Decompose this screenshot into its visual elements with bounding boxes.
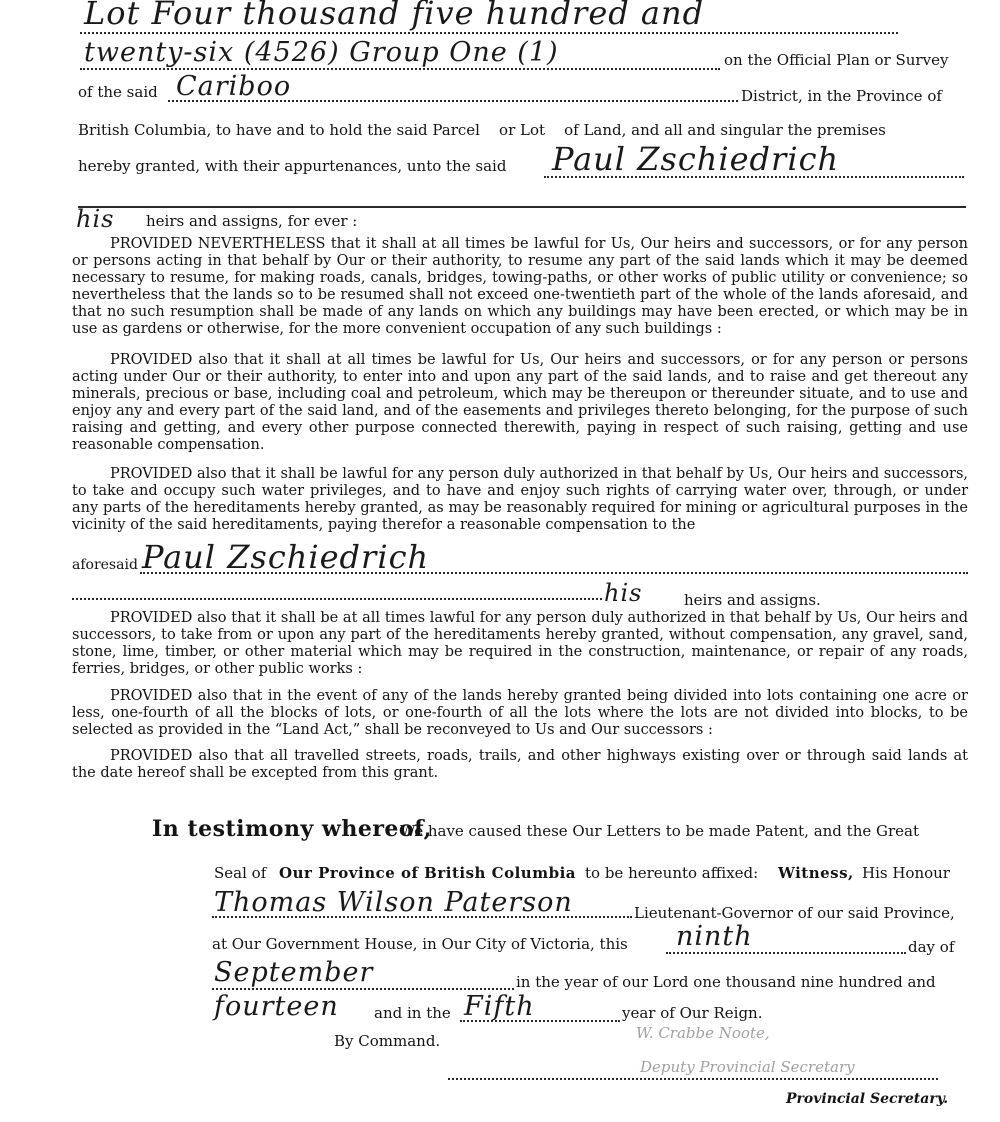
aforesaid-text: aforesaid (72, 557, 138, 573)
his-honour-text: His Honour (862, 864, 950, 882)
in-testimony-heading: In testimony whereof, (152, 816, 432, 842)
deputy-stamp-title: Deputy Provincial Secretary (640, 1058, 855, 1076)
proviso-water: PROVIDED also that it shall be lawful for any person duly authorized in that behalf by Us, Our heirs and successors, to take and occupy such water privileges, and to have and enjoy such rights of carrying water over, through, or under any parts of the hereditaments hereby granted, as may be reasonably required for mining or agricultural purposes in the vicinity of the said hereditaments, paying therefor a reasonable compensation to the (72, 466, 968, 533)
blank-line (140, 572, 968, 574)
proviso-resumption: PROVIDED NEVERTHELESS that it shall at all times be lawful for Us, Our heirs and successors, or for any person or persons acting in that behalf by Our or their authority, to resume any part of the said lands which it may be deemed necessary to resume, for making roads, canals, bridges, towing-paths, or other works of public utility or convenience; so nevertheless that the lands so to be resumed shall not exceed one-twentieth part of the whole of the lands aforesaid, and that no such resumption shall be made of any lands on which any buildings may have been erected, or which may be in use as gardens or otherwise, for the more convenient occupation of any such buildings : (72, 236, 968, 337)
blank-line (212, 988, 514, 990)
blank-line (168, 100, 738, 102)
of-the-said-text: of the said (78, 83, 158, 101)
affixed-text: to be hereunto affixed: (585, 864, 759, 882)
proviso-materials: PROVIDED also that it shall be at all times lawful for any person duly authorized in that behalf by Us, Our heirs and successors, to take from or upon any part of the hereditaments hereby granted, without compensation, any gravel, sand, stone, lime, timber, or other material which may be required in the construction, maintenance, or repair of any roads, ferries, bridges, or other public works : (72, 610, 968, 677)
lot-handwritten-line-1: Lot Four thousand five hundred and (84, 0, 705, 32)
and-in-the-text: and in the (374, 1004, 451, 1022)
proviso-minerals: PROVIDED also that it shall at all times be lawful for Us, Our heirs and successors, or for any person or persons acting under Our or their authority, to enter into and upon any part of the said lands, and to raise and get thereout any minerals, precious or base, including coal and petroleum, which may be thereupon or thereunder situate, and to use and enjoy any and every part of the said land, and of the easements and privileges thereto belonging, for the purpose of such raising and getting, and every other purpose connected therewith, paying in respect of such raising, getting and use reasonable compensation. (72, 352, 968, 453)
by-command-text: By Command. (334, 1032, 441, 1050)
reign-handwritten: Fifth (464, 991, 535, 1022)
blank-line (80, 32, 898, 34)
seal-of-text: Seal of (214, 864, 267, 882)
pronoun-handwritten: his (76, 205, 115, 233)
blank-line (212, 916, 632, 918)
pronoun-handwritten-2: his (604, 579, 643, 607)
divider-line (78, 206, 966, 208)
proviso-highways: PROVIDED also that all travelled streets, roads, trails, and other highways existing over or through said lands at the date hereof shall be excepted from this grant. (72, 748, 968, 781)
lot-handwritten-line-2: twenty-six (4526) Group One (1) (84, 37, 559, 68)
day-of-text: day of (908, 938, 955, 956)
blank-line (666, 952, 906, 954)
grantee-handwritten: Paul Zschiedrich (552, 140, 840, 178)
district-text: District, in the Province of (741, 87, 942, 105)
blank-line (460, 1020, 620, 1022)
signature-line (448, 1078, 938, 1080)
heirs-line: heirs and assigns, for ever : (146, 212, 358, 230)
habendum-line: British Columbia, to have and to hold the said Parcel or Lot of Land, and all and singular the premises (78, 121, 886, 139)
unto-the-said-text: hereby granted, with their appurtenances, unto the said (78, 157, 507, 175)
heirs-assigns-text: heirs and assigns. (684, 591, 821, 609)
aforesaid-handwritten: Paul Zschiedrich (142, 538, 430, 576)
official-plan-text: on the Official Plan or Survey (724, 51, 949, 69)
reign-text: year of Our Reign. (622, 1004, 763, 1022)
government-house-text: at Our Government House, in Our City of Victoria, this (212, 935, 628, 953)
year-handwritten: fourteen (214, 991, 339, 1022)
year-text: in the year of our Lord one thousand nine hundred and (516, 973, 936, 991)
deputy-stamp-name: W. Crabbe Noote, (636, 1024, 770, 1042)
blank-line (72, 598, 602, 600)
blank-line (544, 176, 964, 178)
testimony-line-1: We have caused these Our Letters to be made Patent, and the Great (400, 822, 920, 840)
day-handwritten: ninth (676, 921, 753, 952)
province-name: Our Province of British Columbia (279, 864, 576, 882)
district-handwritten: Cariboo (176, 71, 292, 102)
proviso-land-act: PROVIDED also that in the event of any of the lands hereby granted being divided into lots containing one acre or less, one-fourth of all the blocks of lots, or one-fourth of all the lots where the lots are not divided into blocks, to be selected as provided in the “Land Act,” shall be reconveyed to Us and Our successors : (72, 688, 968, 738)
month-handwritten: September (214, 957, 374, 988)
governor-handwritten: Thomas Wilson Paterson (214, 887, 573, 918)
lieutenant-governor-text: Lieutenant-Governor of our said Province, (634, 904, 955, 922)
blank-line (80, 68, 720, 70)
provincial-secretary-title: Provincial Secretary. (786, 1091, 949, 1107)
witness-text: Witness, (778, 864, 854, 882)
